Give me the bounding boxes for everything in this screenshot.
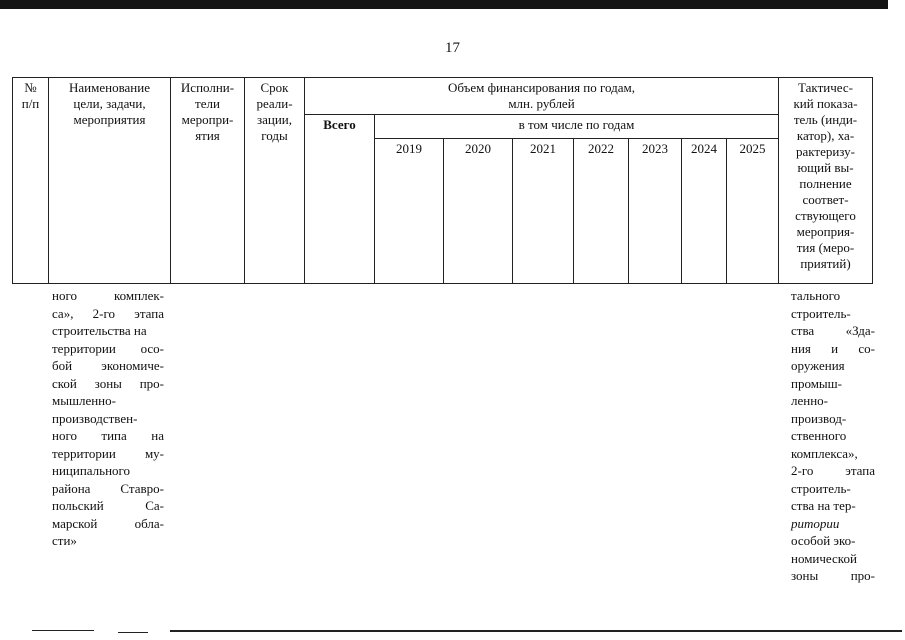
header-financing: Объем финансирования по годам, млн. рублей (305, 78, 779, 115)
bottom-rule-short (118, 632, 148, 633)
header-year-2024: 2024 (682, 139, 727, 284)
header-indicator: Тактичес- кий показа- тель (инди- катор), ха- рактеризу- ющий вы- полнение соответ- ствующего мероприя- тия (меро- приятий) (779, 78, 873, 284)
page-number: 17 (445, 40, 460, 56)
header-year-2020: 2020 (444, 139, 513, 284)
indicator-column-continuation: тального строитель- ства «Зда- ния и со- оружения промыш- ленно- производ- ственного комплекса», 2-го этапа строитель- ства на тер- ритории особой эко- номической зоны про- (791, 288, 875, 583)
header-term: Срок реали- зации, годы (245, 78, 305, 284)
header-including-by-years: в том числе по годам (375, 115, 779, 139)
name-column-continuation: ного комплек- са», 2-го этапа строительства на территории осо- бой экономиче- ской зоны про- мышленно- производствен- ного типа на территории му- ниципального района Ставро- польский Са- марской обла- сти» (52, 288, 164, 548)
header-name: Наименование цели, задачи, мероприятия (49, 78, 171, 284)
header-year-2022: 2022 (574, 139, 629, 284)
header-year-2019: 2019 (375, 139, 444, 284)
bottom-rule-main (170, 630, 902, 632)
header-total: Всего (305, 115, 375, 284)
header-year-2021: 2021 (513, 139, 574, 284)
header-num: № п/п (13, 78, 49, 284)
bottom-rule-left (32, 630, 94, 631)
header-year-2025: 2025 (727, 139, 779, 284)
financing-table-header (12, 77, 873, 284)
header-executors: Исполни- тели меропри- ятия (171, 78, 245, 284)
header-year-2023: 2023 (629, 139, 682, 284)
scan-top-border (0, 0, 888, 9)
